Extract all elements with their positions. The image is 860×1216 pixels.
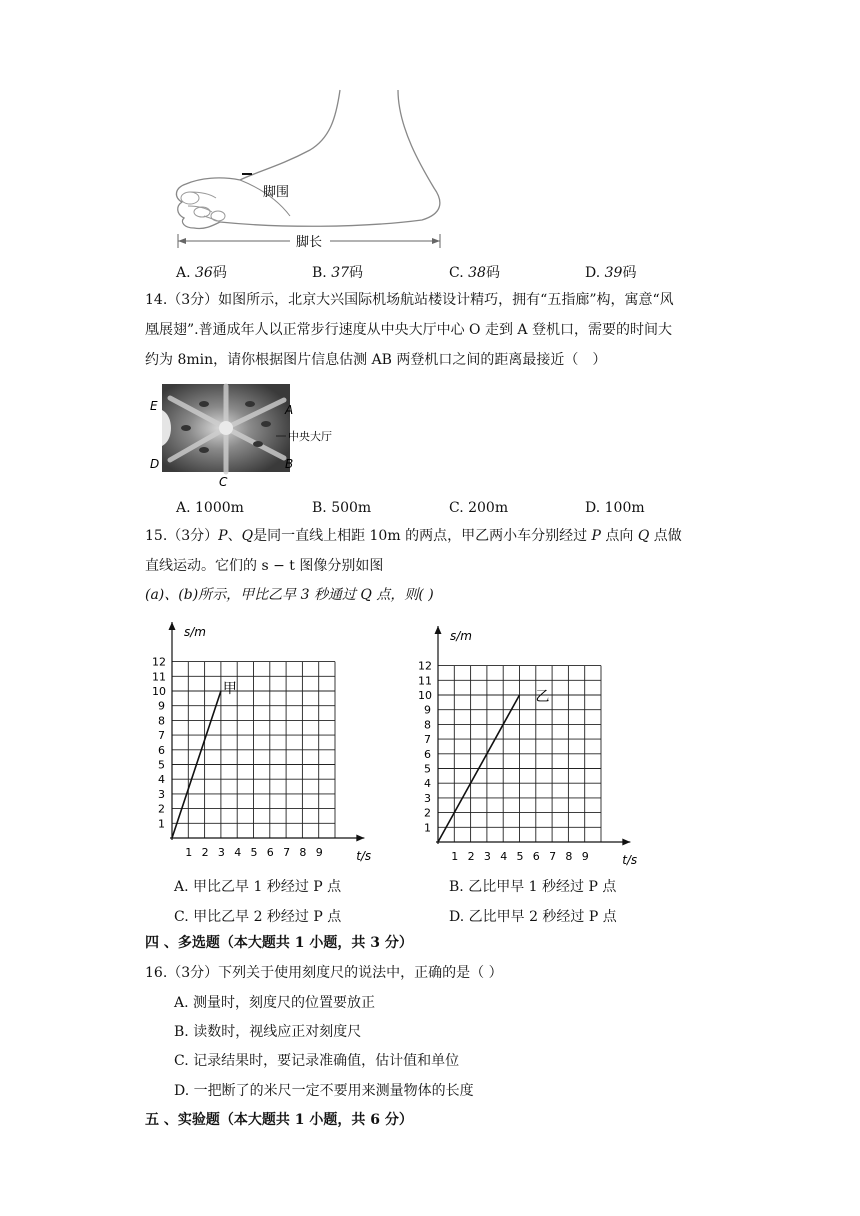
- x-tick-label: 5: [516, 850, 524, 863]
- photo-label-c: C: [219, 475, 228, 489]
- q13-option-c[interactable]: C. 38码: [449, 265, 500, 281]
- y-tick-label: 10: [152, 685, 166, 698]
- y-tick-label: 5: [158, 758, 165, 772]
- y-tick-label: 8: [158, 714, 165, 728]
- photo-label-d: D: [150, 457, 160, 471]
- y-tick-label: 11: [418, 674, 432, 688]
- series-label: 甲: [222, 681, 237, 697]
- x-tick-label: 2: [467, 850, 475, 863]
- x-tick-label: 1: [451, 850, 459, 863]
- y-axis-label: s/m: [450, 629, 472, 643]
- y-tick-label: 7: [424, 733, 431, 747]
- x-tick-label: 8: [299, 846, 307, 859]
- q13-option-a[interactable]: A. 36码: [176, 265, 227, 281]
- x-tick-label: 2: [201, 846, 209, 859]
- x-axis-label: t/s: [356, 849, 372, 862]
- y-tick-label: 3: [158, 787, 165, 801]
- y-tick-label: 4: [158, 773, 165, 787]
- q15-line2: 直线运动。它们的 s − t 图像分别如图: [145, 558, 384, 574]
- y-axis-label: s/m: [184, 625, 206, 639]
- q13-option-d[interactable]: D. 39码: [585, 265, 637, 281]
- x-tick-label: 1: [185, 846, 193, 859]
- y-axis-arrow: [435, 626, 442, 634]
- y-tick-label: 12: [152, 655, 166, 669]
- y-tick-label: 2: [158, 802, 165, 816]
- chart-grid: [172, 662, 335, 838]
- q14-line1: 14.（3分）如图所示，北京大兴国际机场航站楼设计精巧，拥有“五指廊”构，寓意“风: [145, 292, 674, 308]
- x-axis-label: t/s: [622, 853, 638, 866]
- section-4-title: 四 、多选题（本大题共 1 小题，共 3 分）: [145, 935, 413, 951]
- x-axis-arrow: [622, 839, 630, 846]
- x-tick-label: 8: [565, 850, 573, 863]
- q14-line2: 凰展翅”.普通成年人以正常步行速度从中央大厅中心 O 走到 A 登机口，需要的时间大: [145, 322, 672, 338]
- y-tick-label: 6: [424, 747, 431, 761]
- photo-label-e: E: [150, 399, 158, 413]
- q14-option-d[interactable]: D. 100m: [585, 500, 645, 516]
- y-tick-label: 8: [424, 718, 431, 732]
- photo-label-a: A: [285, 403, 294, 417]
- y-tick-label: 11: [152, 670, 166, 684]
- x-tick-label: 5: [250, 846, 258, 859]
- q15-option-b[interactable]: B. 乙比甲早 1 秒经过 P 点: [449, 879, 617, 895]
- foot-figure: [160, 88, 460, 258]
- chart-a-jia: [138, 612, 388, 862]
- q14-option-b[interactable]: B. 500m: [312, 500, 372, 516]
- q15-option-d[interactable]: D. 乙比甲早 2 秒经过 P 点: [449, 909, 617, 925]
- q13-option-b[interactable]: B. 37码: [312, 265, 364, 281]
- q15-line1: 15.（3分）P、Q是同一直线上相距 10m 的两点，甲乙两小车分别经过 P 点向 Q 点做: [145, 528, 682, 544]
- chart-grid: [438, 666, 601, 842]
- y-tick-label: 1: [158, 817, 165, 831]
- q16-stem: 16.（3分）下列关于使用刻度尺的说法中，正确的是（ ）: [145, 965, 503, 981]
- y-tick-label: 7: [158, 729, 165, 743]
- y-tick-label: 2: [424, 806, 431, 820]
- airport-photo: [146, 380, 366, 492]
- q14-option-c[interactable]: C. 200m: [449, 500, 509, 516]
- q16-option-a[interactable]: A. 测量时，刻度尺的位置要放正: [174, 995, 376, 1011]
- x-tick-label: 3: [217, 846, 225, 859]
- y-tick-label: 5: [424, 762, 431, 776]
- q15-option-c[interactable]: C. 甲比乙早 2 秒经过 P 点: [174, 909, 342, 925]
- y-tick-label: 9: [424, 703, 431, 717]
- x-tick-label: 6: [266, 846, 274, 859]
- foot-length-label: 脚长: [296, 235, 323, 250]
- q14-option-a[interactable]: A. 1000m: [176, 500, 244, 516]
- q16-option-b[interactable]: B. 读数时，视线应正对刻度尺: [174, 1024, 362, 1040]
- chart-b-yi: [404, 616, 654, 866]
- y-tick-label: 6: [158, 743, 165, 757]
- x-axis-arrow: [356, 835, 364, 842]
- series-label: 乙: [535, 689, 550, 705]
- section-5-title: 五 、实验题（本大题共 1 小题，共 6 分）: [145, 1112, 413, 1128]
- x-tick-label: 9: [581, 850, 589, 863]
- q14-line3: 约为 8min，请你根据图片信息估测 AB 两登机口之间的距离最接近（ ）: [145, 352, 607, 368]
- x-tick-label: 3: [483, 850, 491, 863]
- x-tick-label: 9: [315, 846, 323, 859]
- y-axis-arrow: [169, 622, 176, 630]
- x-tick-label: 4: [234, 846, 242, 859]
- q16-option-d[interactable]: D. 一把断了的米尺一定不要用来测量物体的长度: [174, 1083, 474, 1099]
- foot-circumference-label: 脚围: [263, 185, 290, 200]
- photo-label-hall: 中央大厅: [288, 430, 332, 443]
- q16-option-c[interactable]: C. 记录结果时，要记录准确值，估计值和单位: [174, 1053, 460, 1069]
- y-tick-label: 10: [418, 689, 432, 702]
- x-tick-label: 6: [532, 850, 540, 863]
- y-tick-label: 12: [418, 659, 432, 673]
- y-tick-label: 1: [424, 821, 431, 835]
- y-tick-label: 3: [424, 791, 431, 805]
- x-tick-label: 7: [549, 850, 557, 863]
- q15-line3: (a)、(b)所示，甲比乙早 3 秒通过 Q 点，则( ): [145, 587, 434, 603]
- y-tick-label: 9: [158, 699, 165, 713]
- x-tick-label: 4: [500, 850, 508, 863]
- q15-option-a[interactable]: A. 甲比乙早 1 秒经过 P 点: [174, 879, 342, 895]
- x-tick-label: 7: [283, 846, 291, 859]
- y-tick-label: 4: [424, 777, 431, 791]
- photo-label-b: B: [285, 457, 294, 471]
